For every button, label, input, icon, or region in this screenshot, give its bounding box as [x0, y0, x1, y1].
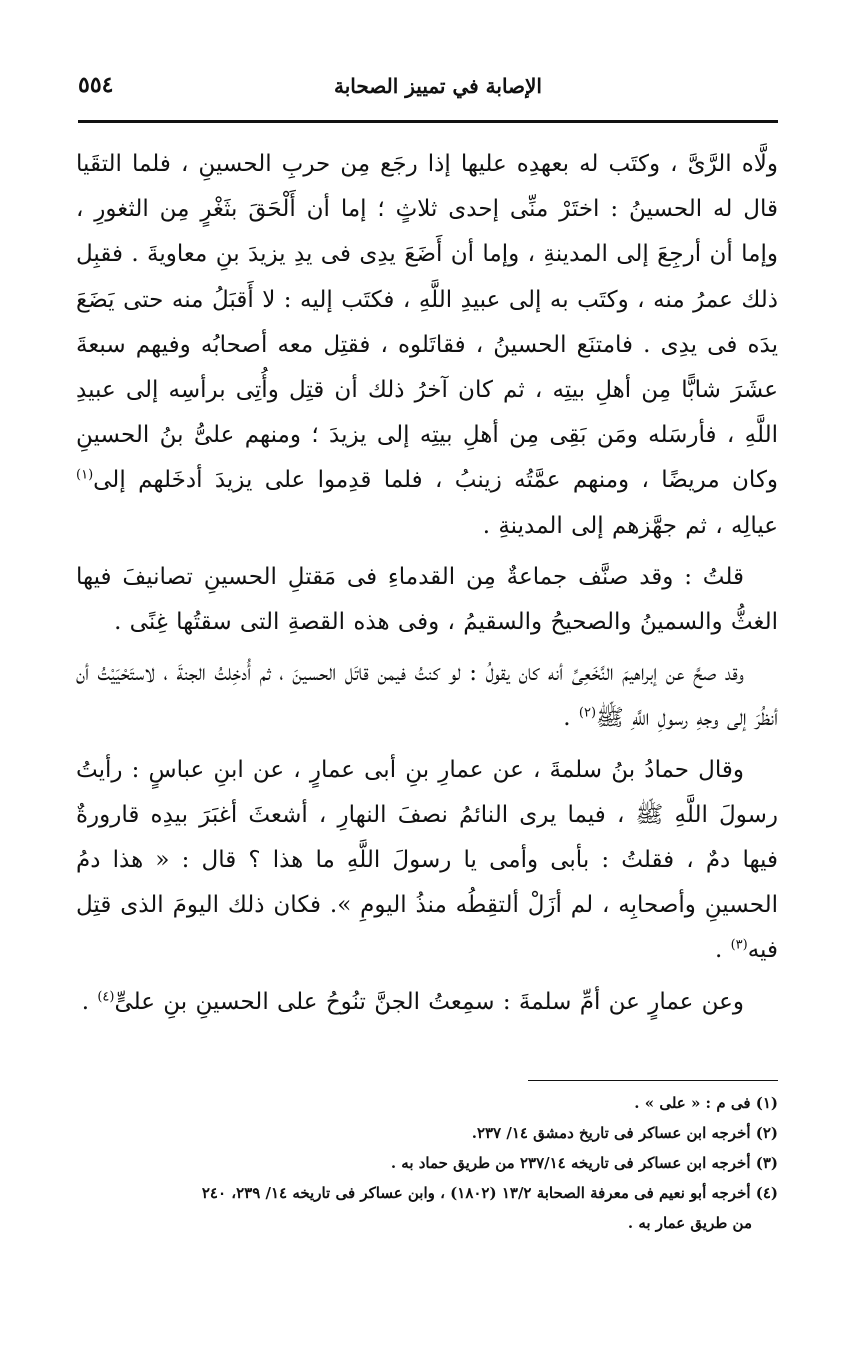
paragraph-5: وعن عمارٍ عن أمِّ سلمةَ : سمِعتُ الجنَّ تنُوحُ على الحسينِ بنِ علىٍّ$^{(٤)}$ .: [81, 988, 744, 1015]
running-title: الإصابة في تمييز الصحابة: [334, 74, 542, 98]
paragraph-1: ولَّاه الرَّىَّ ، وكتَب له بعهدِه عليها إذا رجَع مِن حربِ الحسينِ ، فلما التقَيا قال له الحسينُ : اختَرْ منِّى إحدى ثلاثٍ ؛ إما أن أَلْحَقَ بثَغْرٍ مِن الثغورِ ، وإما أن أرجِعَ إلى المدينةِ ، وإما أن أَضَعَ يدِى فى يدِ يزيدَ بنِ معاويةَ . فقبِل ذلك عمرُ منه ، وكتَب به إلى عبيدِ اللَّهِ ، فكتَب إليه : لا أَقبَلُ منه حتى يَضَعَ يدَه فى يدِى . فامتنَع الحسينُ ، فقاتَلوه ، فقتِل معه أصحابُه وفيهم سبعةَ عشَرَ شابًّا مِن أهلِ بيتِه ، ثم كان آخرُ ذلك أن قتِل وأُتِى برأسِه إلى عبيدِ اللَّهِ ، فأرسَله ومَن بَقِى مِن أهلِ بيتِه إلى يزيدَ ؛ ومنهم علىُّ بنُ الحسينِ وكان مريضًا ، ومنهم عمَّتُه زينبُ ، فلما قدِموا على يزيدَ أدخَلهم إلى$^{(١)}$ عيالِه ، ثم جهَّزهم إلى المدينةِ .: [76, 151, 778, 539]
footnote-ref-1[interactable]: (١): [76, 467, 94, 483]
paragraph-3: وقد صحَّ عن إبراهيمَ النَّخَعِىِّ أنه كان يقولُ : لو كنتُ فيمن قاتَل الحسينَ ، ثم أُدخِلتُ الجنةَ ، لاستَحْيَيْتُ أن أنظُرَ إلى وجهِ رسولِ اللَّهِ ﷺ$^{(٢)}$ .: [76, 660, 778, 732]
footnotes: [76, 1088, 778, 1238]
footnote-2: (٢) أخرجه ابن عساكر فى تاريخ دمشق ١٤/ ٢٣٧.: [471, 1124, 778, 1142]
paragraph-4: وقال حمادُ بنُ سلمةَ ، عن عمارِ بنِ أبى عمارٍ ، عن ابنِ عباسٍ : رأيتُ رسولَ اللَّهِ ﷺ ، فيما يرى النائمُ نصفَ النهارِ ، أشعثَ أغبَرَ بيدِه قارورةٌ فيها دمٌ ، فقلتُ : بأبى وأمى يا رسولَ اللَّهِ ما هذا ؟ قال : « هذا دمُ الحسينِ وأصحابِه ، لم أزَلْ ألتقِطُه منذُ اليومِ ». فكان ذلك اليومَ الذى قتِل فيه$^{(٣)}$ .: [76, 756, 778, 964]
footnote-3: (٣) أخرجه ابن عساكر فى تاريخه ٢٣٧/١٤ من طريق حماد به .: [390, 1154, 778, 1172]
header-rule: [78, 120, 778, 123]
main-text: [76, 142, 778, 1025]
footnote-ref-4[interactable]: (٤): [97, 989, 115, 1004]
footnote-rule: [528, 1080, 778, 1081]
paragraph-2: قلتُ : وقد صنَّف جماعةٌ مِن القدماءِ فى مَقتلِ الحسينِ تصانيفَ فيها الغثُّ والسمينُ والصحيحُ والسقيمُ ، وفى هذه القصةِ التى سقتُها غِنًى .: [76, 563, 778, 636]
page-number: ٥٥٤: [78, 72, 114, 98]
page-header: [78, 66, 778, 114]
footnote-4: (٤) أخرجه أبو نعيم فى معرفة الصحابة ١٣/٢ (١٨٠٢) ، وابن عساكر فى تاريخه ١٤/ ٢٣٩، ٢٤٠: [201, 1184, 778, 1202]
footnote-ref-3[interactable]: (٣): [730, 937, 748, 953]
footnote-1: (١) فى م : « على » .: [634, 1094, 778, 1112]
footnote-ref-2[interactable]: (٢): [578, 705, 597, 721]
footnote-4-continuation: من طريق عمار به .: [627, 1214, 752, 1232]
